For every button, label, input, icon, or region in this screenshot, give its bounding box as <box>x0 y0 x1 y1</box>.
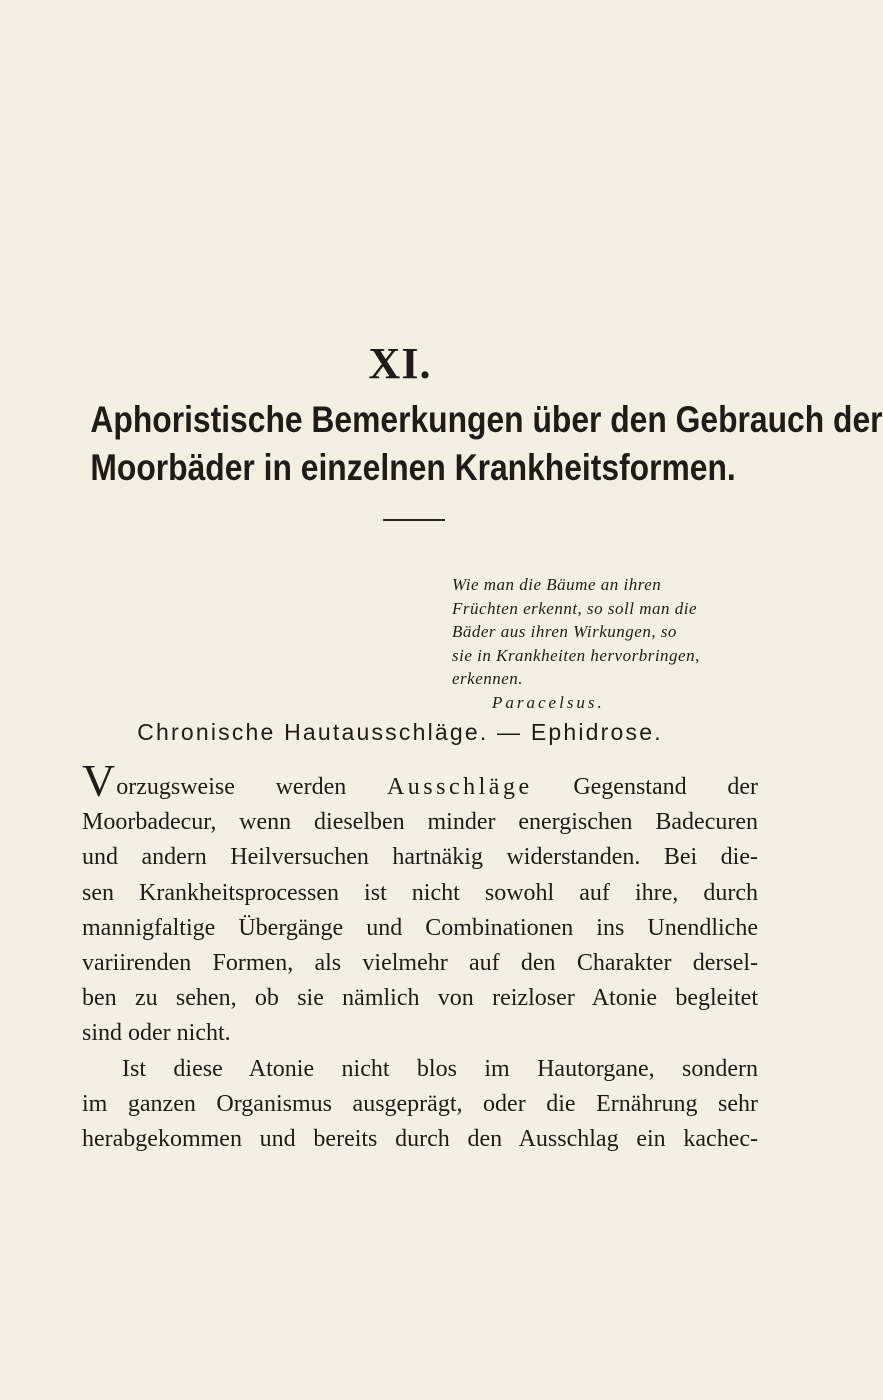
paragraph-line: Moorbadecur, wenn dieselben minder energischen Badecuren <box>82 809 758 836</box>
epigraph-line: sie in Krankheiten hervorbringen, <box>452 645 700 665</box>
paragraph-line: herabgekommen und bereits durch den Ausschlag ein kachec- <box>82 1125 758 1152</box>
emphasized-word: Ausschläge <box>386 774 533 800</box>
paragraph-1-line-1 <box>82 755 758 806</box>
drop-cap: V <box>82 755 116 806</box>
chapter-title <box>90 396 883 492</box>
epigraph <box>452 573 782 714</box>
epigraph-line: Wie man die Bäume an ihren <box>452 575 662 594</box>
body-text <box>82 755 758 1157</box>
text-run: orzugsweise werden <box>116 774 387 800</box>
paragraph-line: sen Krankheitsprocessen ist nicht sowohl auf ihre, durch <box>82 879 758 906</box>
text-run: Gegenstand der <box>532 774 758 800</box>
paragraph-last-line: sind oder nicht. <box>82 1020 231 1047</box>
paragraph-line: im ganzen Organismus ausgeprägt, oder die Ernährung sehr <box>82 1090 758 1117</box>
epigraph-line: Bäder aus ihren Wirkungen, so <box>452 622 677 641</box>
chapter-number: XI. <box>368 339 432 388</box>
paragraph-line: ben zu sehen, ob sie nämlich von reizloser Atonie begleitet <box>82 985 758 1012</box>
epigraph-author: Paracelsus. <box>492 692 605 712</box>
epigraph-line: erkennen. <box>452 669 524 688</box>
paragraph-line: und andern Heilversuchen hartnäkig widerstanden. Bei die- <box>82 844 758 871</box>
paragraph-line: mannigfaltige Übergänge und Combinationen ins Unendliche <box>82 914 758 941</box>
chapter-title-line-1: Aphoristische Bemerkungen über den Gebrauch der <box>90 399 883 440</box>
epigraph-line: Früchten erkennt, so soll man die <box>452 598 698 618</box>
paragraph-line: Ist diese Atonie nicht blos im Hautorgane, sondern <box>122 1055 758 1082</box>
chapter-title-line-2: Moorbäder in einzelnen Krankheitsformen. <box>90 447 736 488</box>
paragraph-line: variirenden Formen, als vielmehr auf den Charakter dersel- <box>82 949 758 976</box>
title-divider <box>383 519 445 521</box>
section-subtitle: Chronische Hautausschläge. — Ephidrose. <box>137 719 663 745</box>
